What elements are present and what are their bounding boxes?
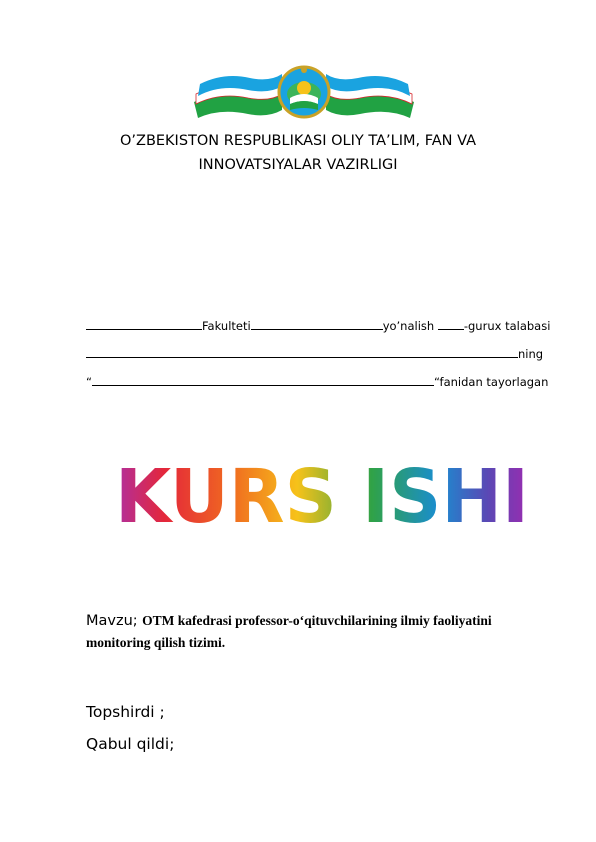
group-label: -gurux talabasi [463,319,551,333]
topic-label: Mavzu; [86,613,138,629]
kurs-ishi-title [112,458,532,530]
submitted-by-label: Topshirdi ; [86,703,165,721]
subject-label: “fanidan tayorlagan [433,375,549,389]
group-blank [438,318,464,330]
student-name-blank [86,346,518,358]
ministry-title-line1: O’ZBEKISTON RESPUBLIKASI OLIY TA’LIM, FAN VA [119,133,476,149]
subject-blank [92,374,434,386]
ning-label: ning [518,347,544,361]
topic-text: OTM kafedrasi professor-o‘qituvchilarining ilmiy faoliyatini monitoring qilish tizimi. [86,613,492,650]
ministry-title-line2: INNOVATSIYALAR VAZIRLIGI [198,157,398,173]
state-emblem-image [190,62,418,120]
topic-block [86,610,526,654]
student-name-line [86,346,543,362]
direction-label: yo’nalish [382,319,435,333]
faculty-label: Fakulteti [202,319,251,333]
quote-open: “ [86,375,92,389]
title-text: KURS ISHI [115,458,529,530]
faculty-blank [86,318,202,330]
subject-line [86,374,548,390]
accepted-by-label: Qabul qildi; [86,735,175,753]
direction-blank [251,318,383,330]
faculty-line [86,318,550,334]
